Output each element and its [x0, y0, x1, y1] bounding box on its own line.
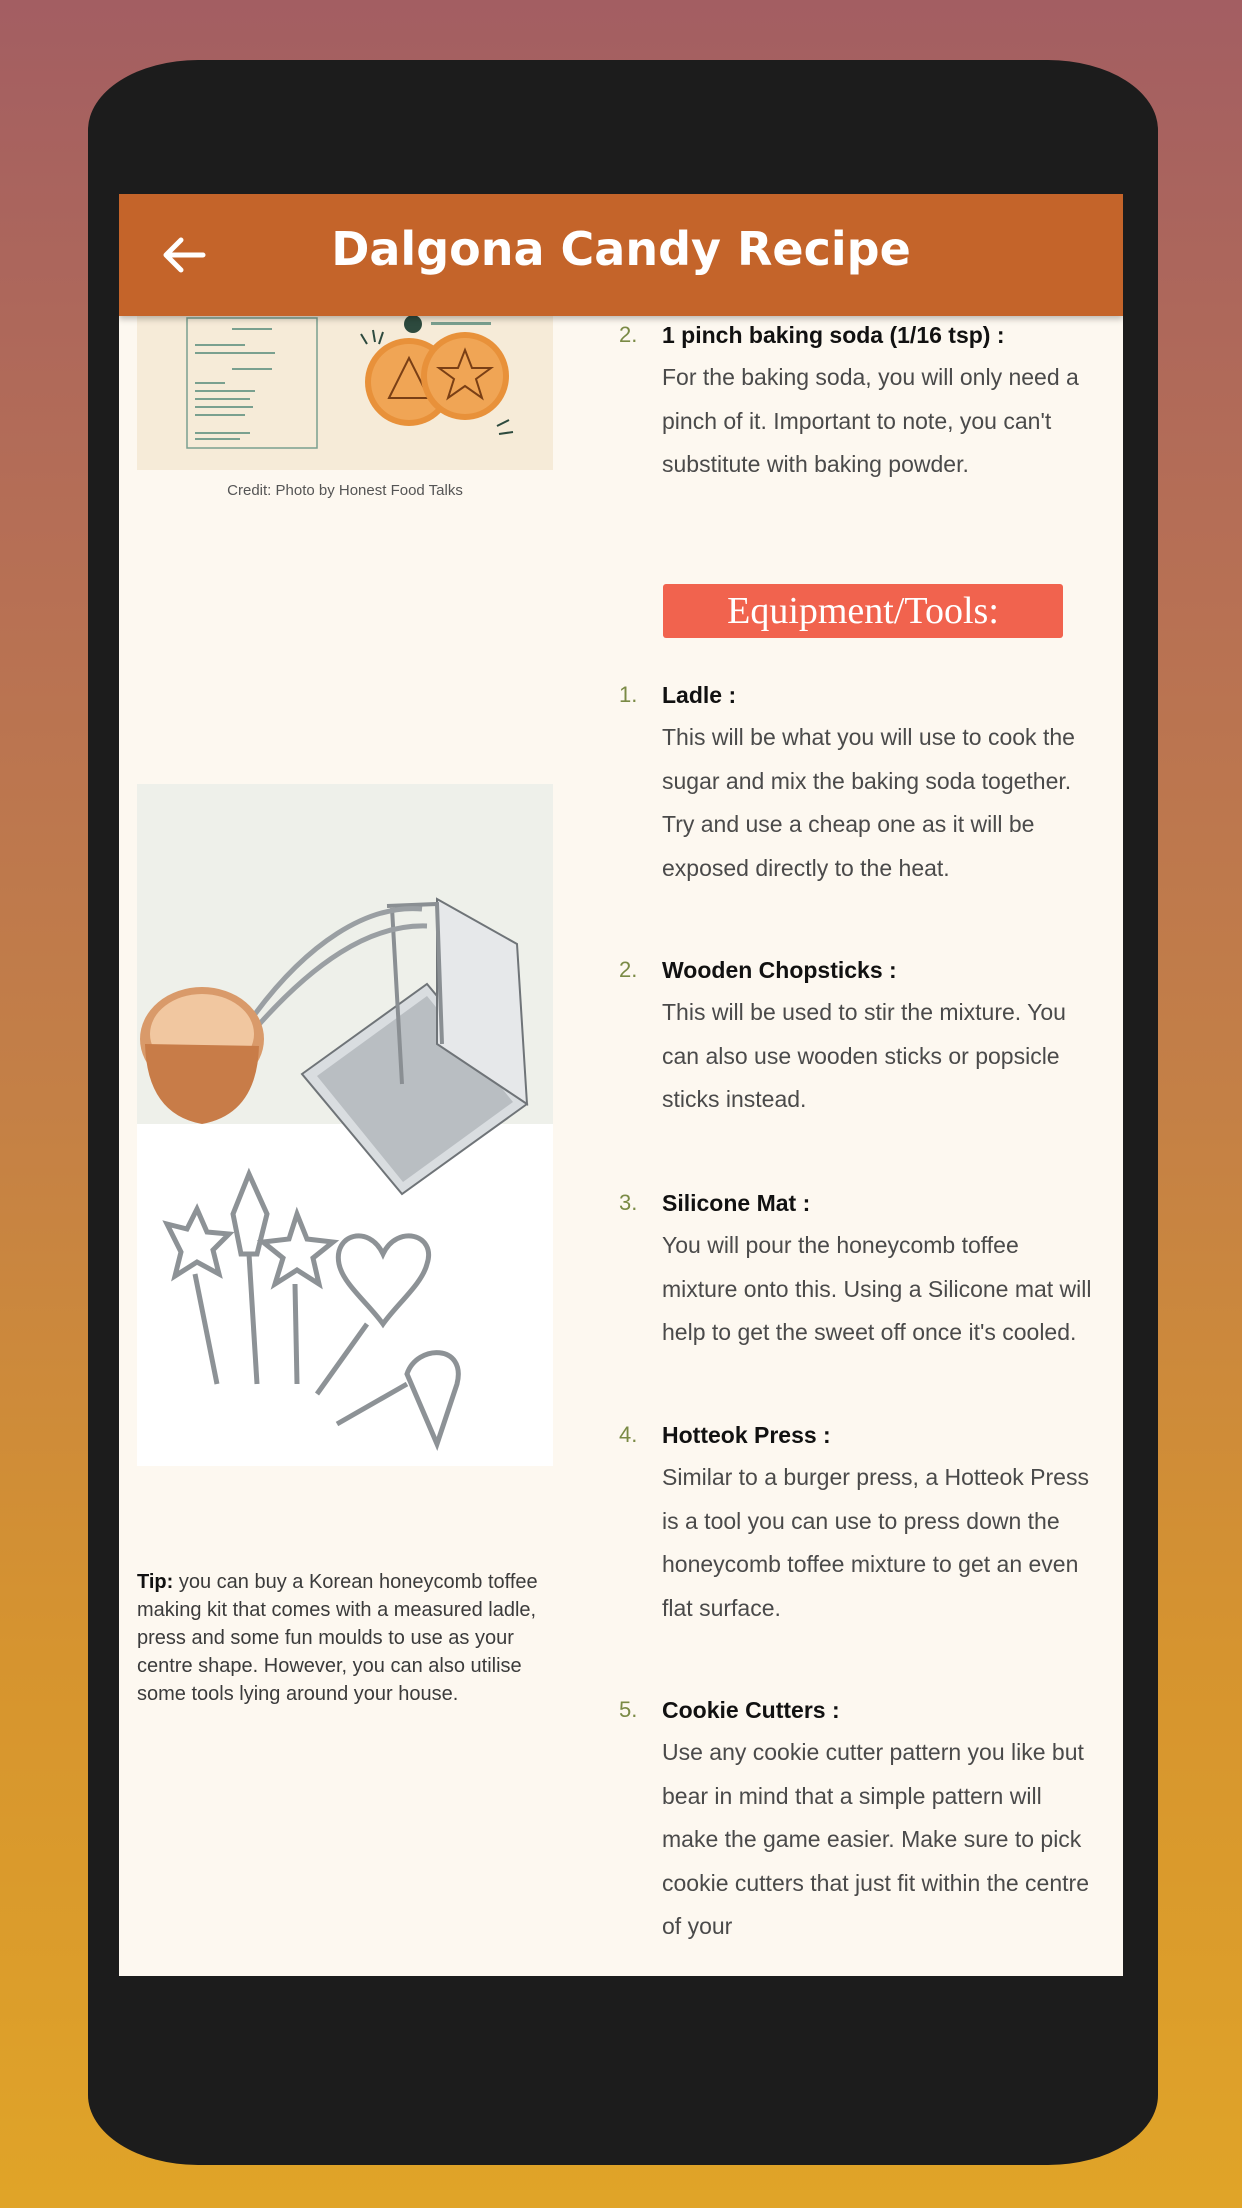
tip-text: you can buy a Korean honeycomb toffee making kit that comes with a measured ladle, press and some fun moulds to use as your centre shape. However, you can also utilise some tools lying around your house. [137, 1571, 538, 1705]
tool-number: 3. [619, 1190, 638, 1215]
tool-heading: Cookie Cutters : [662, 1697, 840, 1723]
tool-description: This will be what you will use to cook the sugar and mix the baking soda together. Try and use a cheap one as it will be exposed directly to the heat. [662, 724, 1075, 881]
tool-description: Similar to a burger press, a Hotteok Press is a tool you can use to press down the honeycomb toffee mixture to get an even flat surface. [662, 1464, 1089, 1621]
dalgona-kit-image [137, 784, 553, 1466]
tool-heading: Wooden Chopsticks : [662, 957, 897, 983]
recipe-infographic-image [137, 316, 553, 470]
tip-paragraph [137, 1568, 547, 1708]
tool-description: Use any cookie cutter pattern you like but bear in mind that a simple pattern will make the game easier. Make sure to pick cookie cutters that just fit within the centre of your [662, 1739, 1089, 1939]
tip-label: Tip: [137, 1571, 174, 1593]
phone-bottom-bezel [119, 1976, 1123, 2106]
tool-number: 1. [619, 682, 638, 707]
tool-heading: Ladle : [662, 682, 737, 708]
tool-description: You will pour the honeycomb toffee mixture onto this. Using a Silicone mat will help to get the sweet off once it's cooled. [662, 1232, 1092, 1345]
ingredient-heading: 1 pinch baking soda (1/16 tsp) : [662, 322, 1005, 348]
app-bar [119, 194, 1123, 316]
tool-description: This will be used to stir the mixture. You can also use wooden sticks or popsicle sticks instead. [662, 999, 1066, 1112]
ingredient-description: For the baking soda, you will only need a pinch of it. Important to note, you can't substitute with baking powder. [662, 364, 1079, 477]
app-screen [119, 194, 1123, 1976]
tool-heading: Hotteok Press : [662, 1422, 831, 1448]
photo-credit: Credit: Photo by Honest Food Talks [227, 482, 463, 499]
tool-number: 4. [619, 1422, 638, 1447]
tool-number: 5. [619, 1697, 638, 1722]
tool-heading: Silicone Mat : [662, 1190, 811, 1216]
tool-number: 2. [619, 957, 638, 982]
page-title: Dalgona Candy Recipe [331, 222, 911, 276]
ingredient-number: 2. [619, 322, 638, 347]
equipment-heading-badge: Equipment/Tools: [663, 584, 1063, 638]
